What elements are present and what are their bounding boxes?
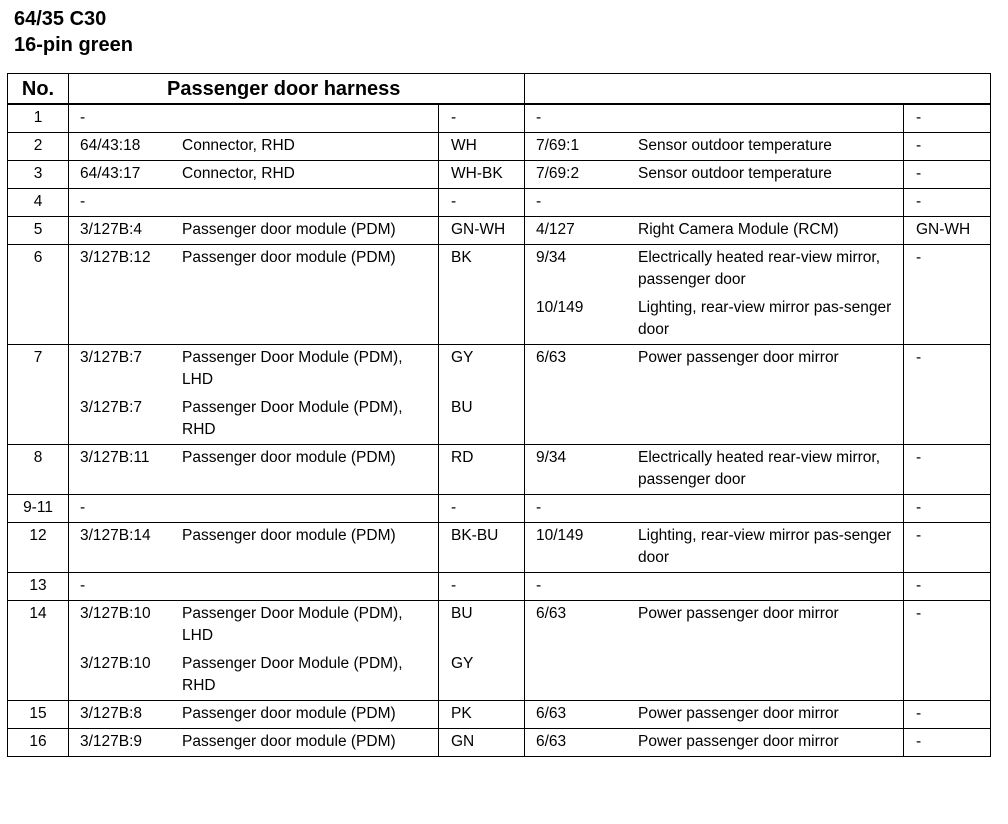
component-code: - [80, 499, 86, 516]
left-wire-color-cell [439, 189, 525, 217]
right-wire-color-cell [904, 104, 991, 133]
component-code: 3/127B:4 [80, 221, 143, 238]
left-connection-cell [69, 495, 439, 523]
component-code: 3/127B:9 [80, 733, 143, 750]
right-connection-cell [525, 133, 904, 161]
left-connection-cell [69, 573, 439, 601]
left-connection-cell [69, 104, 439, 133]
table-row [8, 445, 991, 495]
wire-color: - [916, 499, 922, 516]
pin-table [7, 73, 991, 757]
right-connection-entry [536, 163, 897, 185]
right-wire-color-cell [904, 601, 991, 701]
wire-color: - [916, 705, 922, 722]
left-wire-color-cell [439, 345, 525, 445]
left-wire-color-cell [439, 217, 525, 245]
wire-color: GY [451, 349, 474, 366]
component-description: Connector, RHD [182, 165, 295, 182]
header-no: No. [8, 74, 69, 105]
right-connection-entry [536, 447, 897, 491]
right-wire-color-cell [904, 133, 991, 161]
left-connection-entry [80, 731, 432, 753]
left-connection-cell [69, 445, 439, 495]
wire-color: - [451, 193, 457, 210]
wire-color: - [916, 137, 922, 154]
component-description: Passenger Door Module (PDM), RHD [182, 399, 403, 438]
pin-number: 9-11 [8, 495, 69, 523]
wire-color: - [451, 109, 457, 126]
left-connection-cell [69, 345, 439, 445]
right-connection-entry [536, 497, 897, 519]
component-code: 3/127B:14 [80, 527, 151, 544]
right-wire-color-cell [904, 161, 991, 189]
component-description: Sensor outdoor temperature [638, 165, 832, 182]
left-connection-entry [80, 191, 432, 213]
wire-color: GN [451, 733, 475, 750]
component-description [182, 107, 432, 129]
pin-number: 4 [8, 189, 69, 217]
wire-color: WH-BK [451, 165, 503, 182]
wire-color: BU [451, 399, 473, 416]
component-description [182, 575, 432, 597]
right-connection-cell [525, 217, 904, 245]
left-wire-color-cell [439, 245, 525, 345]
left-wire-color-cell [439, 701, 525, 729]
table-row [8, 601, 991, 701]
pin-number: 5 [8, 217, 69, 245]
header-right [525, 74, 991, 105]
component-code: 6/63 [536, 605, 567, 622]
component-description: Passenger door module (PDM) [182, 733, 396, 750]
component-description: Power passenger door mirror [638, 705, 839, 722]
left-connection-entry [80, 135, 432, 157]
left-connection-entry [80, 347, 432, 391]
wire-color: BK [451, 249, 472, 266]
wire-color: GN-WH [916, 221, 971, 238]
pin-number: 3 [8, 161, 69, 189]
right-connection-cell [525, 573, 904, 601]
connector-title [14, 6, 133, 58]
right-wire-color-cell [904, 729, 991, 757]
component-code: 3/127B:12 [80, 249, 151, 266]
right-connection-cell [525, 161, 904, 189]
table-row [8, 161, 991, 189]
component-code: - [536, 193, 542, 210]
component-description: Passenger Door Module (PDM), LHD [182, 349, 403, 388]
component-description [182, 497, 432, 519]
left-connection-entry [80, 247, 432, 269]
component-description: Power passenger door mirror [638, 733, 839, 750]
right-connection-cell [525, 701, 904, 729]
right-connection-cell [525, 345, 904, 445]
component-code: 6/63 [536, 349, 567, 366]
wire-color: GY [451, 655, 474, 672]
table-row [8, 345, 991, 445]
component-description: Electrically heated rear-view mirror, passenger door [638, 249, 881, 288]
left-connection-entry [80, 163, 432, 185]
pin-number: 8 [8, 445, 69, 495]
component-description: Passenger door module (PDM) [182, 449, 396, 466]
right-connection-entry [536, 135, 897, 157]
right-connection-cell [525, 729, 904, 757]
component-description: Passenger Door Module (PDM), RHD [182, 655, 403, 694]
right-connection-entry [536, 347, 897, 369]
component-description: Electrically heated rear-view mirror, passenger door [638, 449, 881, 488]
wire-color: BK-BU [451, 527, 499, 544]
left-connection-entry [80, 107, 432, 129]
component-description [638, 191, 897, 213]
component-description [638, 497, 897, 519]
left-connection-entry [80, 397, 432, 441]
component-description: Power passenger door mirror [638, 605, 839, 622]
component-code: 4/127 [536, 221, 575, 238]
left-connection-cell [69, 161, 439, 189]
component-code: 3/127B:10 [80, 655, 151, 672]
wire-color: RD [451, 449, 474, 466]
right-connection-cell [525, 495, 904, 523]
component-code: 6/63 [536, 705, 567, 722]
right-connection-cell [525, 189, 904, 217]
left-wire-color-cell [439, 445, 525, 495]
component-code: 64/43:17 [80, 165, 141, 182]
wire-color: - [916, 449, 922, 466]
wire-color: - [916, 165, 922, 182]
table-row [8, 701, 991, 729]
component-code: 3/127B:10 [80, 605, 151, 622]
wire-color: - [916, 527, 922, 544]
wire-color: - [451, 499, 457, 516]
wire-color: - [916, 577, 922, 594]
right-connection-entry [536, 297, 897, 341]
pin-number: 6 [8, 245, 69, 345]
pin-number: 15 [8, 701, 69, 729]
right-wire-color-cell [904, 495, 991, 523]
table-row [8, 217, 991, 245]
left-connection-cell [69, 189, 439, 217]
wire-color: - [916, 733, 922, 750]
component-code: - [80, 193, 86, 210]
wire-color: - [916, 349, 922, 366]
left-connection-entry [80, 653, 432, 697]
left-wire-color-cell [439, 523, 525, 573]
table-row [8, 104, 991, 133]
component-description: Passenger door module (PDM) [182, 221, 396, 238]
left-connection-entry [80, 575, 432, 597]
component-code: 64/43:18 [80, 137, 141, 154]
component-description: Passenger Door Module (PDM), LHD [182, 605, 403, 644]
component-code: 3/127B:7 [80, 349, 143, 366]
pin-number: 1 [8, 104, 69, 133]
right-connection-entry [536, 703, 897, 725]
component-description: Passenger door module (PDM) [182, 527, 396, 544]
wire-color: - [916, 249, 922, 266]
pin-number: 12 [8, 523, 69, 573]
right-wire-color-cell [904, 245, 991, 345]
right-connection-cell [525, 104, 904, 133]
pin-number: 13 [8, 573, 69, 601]
wire-color: PK [451, 705, 472, 722]
right-connection-cell [525, 523, 904, 573]
left-connection-entry [80, 219, 432, 241]
right-connection-entry [536, 731, 897, 753]
left-connection-cell [69, 217, 439, 245]
right-wire-color-cell [904, 701, 991, 729]
right-connection-cell [525, 445, 904, 495]
connector-description: 16-pin green [14, 34, 133, 56]
pin-table-body [8, 104, 991, 757]
table-row [8, 133, 991, 161]
left-wire-color-cell [439, 104, 525, 133]
left-wire-color-cell [439, 573, 525, 601]
component-description: Passenger door module (PDM) [182, 249, 396, 266]
right-connection-entry [536, 107, 897, 129]
table-row [8, 245, 991, 345]
table-row [8, 523, 991, 573]
left-connection-entry [80, 447, 432, 469]
wire-color: - [916, 193, 922, 210]
component-description [638, 575, 897, 597]
component-description: Passenger door module (PDM) [182, 705, 396, 722]
wire-color: - [916, 605, 922, 622]
pin-number: 14 [8, 601, 69, 701]
left-wire-color-cell [439, 601, 525, 701]
wire-color: WH [451, 137, 477, 154]
left-wire-color-cell [439, 161, 525, 189]
right-wire-color-cell [904, 445, 991, 495]
right-connection-entry [536, 525, 897, 569]
pin-number: 2 [8, 133, 69, 161]
right-connection-entry [536, 603, 897, 625]
left-connection-entry [80, 497, 432, 519]
left-wire-color-cell [439, 133, 525, 161]
table-row [8, 495, 991, 523]
wire-color: - [916, 109, 922, 126]
component-code: - [536, 499, 542, 516]
component-description: Connector, RHD [182, 137, 295, 154]
right-wire-color-cell [904, 573, 991, 601]
left-connection-cell [69, 601, 439, 701]
component-code: - [536, 577, 542, 594]
component-code: 7/69:1 [536, 137, 580, 154]
component-code: - [80, 109, 86, 126]
right-connection-entry [536, 575, 897, 597]
component-code: - [536, 109, 542, 126]
left-connection-entry [80, 603, 432, 647]
pin-number: 16 [8, 729, 69, 757]
component-code: 9/34 [536, 249, 567, 266]
component-description: Right Camera Module (RCM) [638, 221, 839, 238]
component-description: Sensor outdoor temperature [638, 137, 832, 154]
component-code: 3/127B:8 [80, 705, 143, 722]
table-row [8, 729, 991, 757]
right-connection-cell [525, 601, 904, 701]
right-connection-entry [536, 219, 897, 241]
header-harness: Passenger door harness [69, 74, 525, 105]
table-row [8, 573, 991, 601]
left-connection-cell [69, 133, 439, 161]
left-wire-color-cell [439, 729, 525, 757]
wire-color: - [451, 577, 457, 594]
left-connection-cell [69, 701, 439, 729]
connector-id: 64/35 C30 [14, 8, 107, 30]
table-row [8, 189, 991, 217]
left-connection-entry [80, 703, 432, 725]
wire-color: BU [451, 605, 473, 622]
component-description: Lighting, rear-view mirror pas-senger door [638, 527, 892, 566]
wire-color: GN-WH [451, 221, 506, 238]
table-header-row [8, 74, 991, 105]
left-wire-color-cell [439, 495, 525, 523]
component-code: 6/63 [536, 733, 567, 750]
left-connection-cell [69, 523, 439, 573]
component-code: - [80, 577, 86, 594]
component-code: 10/149 [536, 527, 584, 544]
component-code: 10/149 [536, 299, 584, 316]
right-connection-entry [536, 191, 897, 213]
component-description: Lighting, rear-view mirror pas-senger door [638, 299, 892, 338]
left-connection-entry [80, 525, 432, 547]
component-code: 3/127B:7 [80, 399, 143, 416]
right-wire-color-cell [904, 217, 991, 245]
right-wire-color-cell [904, 523, 991, 573]
right-wire-color-cell [904, 345, 991, 445]
right-connection-entry [536, 247, 897, 291]
right-wire-color-cell [904, 189, 991, 217]
pin-number: 7 [8, 345, 69, 445]
component-code: 3/127B:11 [80, 449, 150, 466]
right-connection-cell [525, 245, 904, 345]
left-connection-cell [69, 245, 439, 345]
component-code: 7/69:2 [536, 165, 580, 182]
left-connection-cell [69, 729, 439, 757]
component-description [182, 191, 432, 213]
component-code: 9/34 [536, 449, 567, 466]
component-description: Power passenger door mirror [638, 349, 839, 366]
component-description [638, 107, 897, 129]
